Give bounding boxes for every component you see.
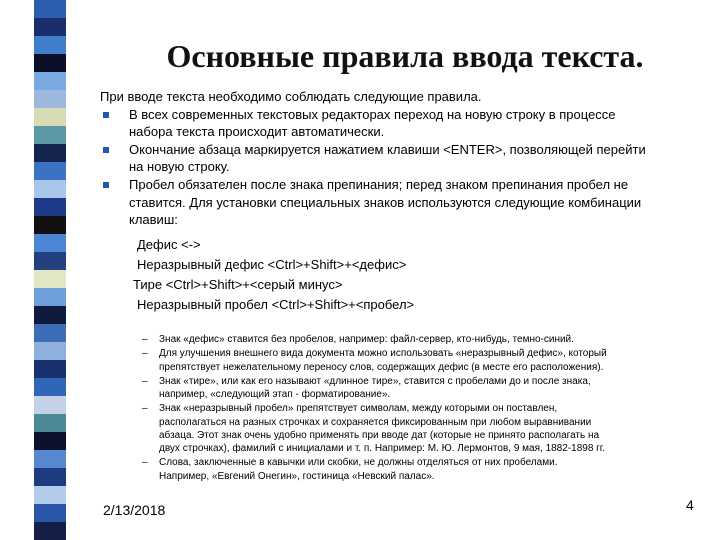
bullet-line: набора текста происходит автоматически. [129,124,385,140]
strip-block [34,522,66,540]
strip-block [34,18,66,36]
bullet-line: ставится. Для установки специальных знаков используются следующие комбинации [129,194,642,210]
strip-block [34,486,66,504]
note-line: Знак «неразрывный пробел» препятствует символам, между которыми он поставлен, [159,403,558,415]
bullet-marker-icon [103,147,109,153]
bullet-line: Окончание абзаца маркируется нажатием клавиши <ENTER>, позволяющей перейти [129,141,646,157]
strip-block [34,342,66,360]
strip-block [34,324,66,342]
strip-block [34,54,66,72]
key-combination: Тире <Ctrl>+Shift>+<серый минус> [133,277,343,292]
strip-block [34,162,66,180]
note-line: Слова, заключенные в кавычки или скобки, не должны отделяться от них пробелами. [159,457,558,469]
note-line: Для улучшения внешнего вида документа можно использовать «неразрывный дефис», который [159,348,607,360]
intro-text: При вводе текста необходимо соблюдать следующие правила. [100,89,482,104]
strip-block [34,414,66,432]
note-dash: – [142,334,148,345]
note-line: например, «следующий этап - форматирование». [159,389,391,400]
slide-title: Основные правила ввода текста. [166,38,644,74]
note-line: абзаца. Этот знак очень удобно применять при вводе дат (которые не принято располагать на [159,429,600,441]
strip-block [34,252,66,270]
bullet-line: В всех современных текстовых редакторах переход на новую строку в процессе [129,106,616,122]
bullet-line: Пробел обязателен после знака препинания; перед знаком препинания пробел не [129,177,629,192]
strip-block [34,432,66,450]
decorative-strip [34,0,66,540]
strip-block [34,468,66,486]
note-line: Знак «тире», или как его называют «длинное тире», ставится с пробелами до и после знака, [159,375,591,387]
strip-block [34,270,66,288]
key-combination: Дефис <-> [137,237,201,252]
note-dash: – [142,348,148,360]
bullet-marker-icon [103,112,109,118]
note-line: Знак «дефис» ставится без пробелов, например: файл-сервер, кто-нибудь, темно-синий. [159,334,574,345]
strip-block [34,180,66,198]
bullet-line: на новую строку. [129,159,230,175]
strip-block [34,72,66,90]
key-combination: Неразрывный дефис <Ctrl>+Shift>+<дефис> [137,257,407,272]
strip-block [34,378,66,396]
strip-block [34,90,66,108]
note-line: располагаться на разных строчках и сохраняется фиксированным при любом выравнивании [159,416,592,428]
slide-date: 2/13/2018 [103,502,166,518]
key-combination: Неразрывный пробел <Ctrl>+Shift>+<пробел> [137,297,415,312]
note-dash: – [142,375,148,387]
strip-block [34,306,66,324]
strip-block [34,0,66,18]
strip-block [34,234,66,252]
page-number: 4 [686,497,694,513]
strip-block [34,450,66,468]
note-line: Например, «Евгений Онегин», гостиница «Невский палас». [159,470,435,482]
strip-block [34,108,66,126]
strip-block [34,288,66,306]
bullet-line: клавиш: [129,212,178,228]
bullet-marker-icon [103,182,109,188]
strip-block [34,216,66,234]
strip-block [34,36,66,54]
strip-block [34,126,66,144]
note-dash: – [142,403,148,415]
strip-block [34,396,66,414]
note-line: препятствует нежелательному переносу слов, содержащих дефис (в месте его расположения). [159,361,604,373]
strip-block [34,504,66,522]
note-line: двух строчках), фамилий с инициалами и т. п. Например: М. Ю. Лермонтов, 9 мая, 1882-1898 гг. [159,443,606,455]
strip-block [34,144,66,162]
note-dash: – [142,457,148,469]
strip-block [34,360,66,378]
strip-block [34,198,66,216]
